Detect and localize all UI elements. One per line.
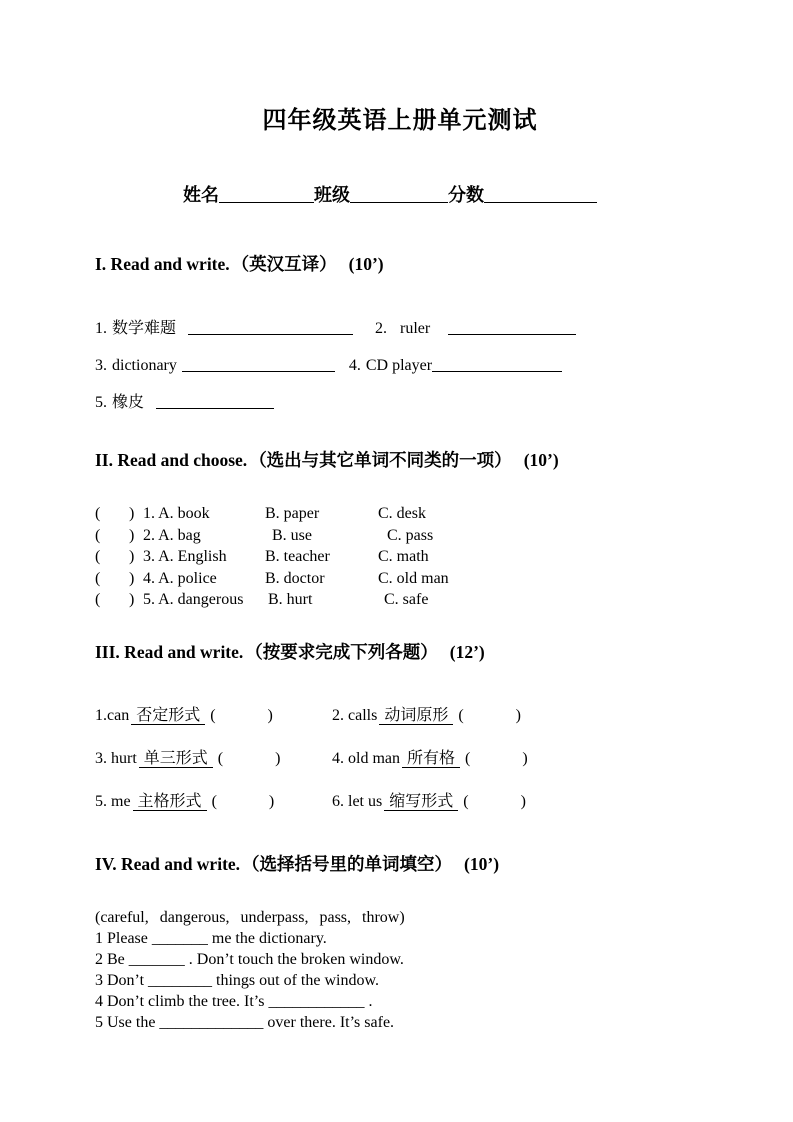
grammar-term: 动词原形	[379, 707, 453, 725]
section1-points: (10’)	[348, 254, 384, 274]
fill-in-line-2: 2 Be _______ . Don’t touch the broken window.	[95, 950, 404, 968]
section1-row-1	[95, 318, 705, 338]
section3-heading	[95, 639, 705, 664]
paren-open: (	[465, 749, 471, 767]
option-c: C. pass	[387, 526, 434, 544]
item-number: 5.	[95, 394, 107, 411]
section3-heading-en: III. Read and write.	[95, 641, 244, 662]
fill-in-line-5: 5 Use the _____________ over there. It’s safe.	[95, 1013, 395, 1031]
option-c: C. math	[378, 548, 429, 565]
item-number: 1.	[95, 320, 107, 337]
section1-heading-zh: （英汉互译）	[231, 254, 337, 274]
paren-close: )	[268, 792, 275, 810]
item-prefix: 5. me	[95, 792, 131, 810]
option-b: B. use	[272, 526, 312, 544]
transform-item-6	[332, 792, 705, 811]
choice-row-5	[95, 589, 705, 611]
section2-heading-en: II. Read and choose.	[95, 450, 248, 470]
section4-body	[95, 907, 705, 1033]
score-label: 分数	[448, 185, 484, 205]
transform-item-4	[332, 749, 705, 768]
paren-open: (	[95, 505, 101, 522]
item-prefix: 2. calls	[332, 706, 378, 724]
paren-close: )	[129, 591, 135, 608]
paren-close: )	[129, 526, 135, 544]
item-prefix: 3. hurt	[95, 749, 137, 767]
choice-row-1	[95, 503, 705, 525]
option-a: 4. A. police	[143, 569, 217, 587]
option-c: C. old man	[378, 569, 449, 587]
page-title: 四年级英语上册单元测试	[262, 107, 538, 134]
option-a: 1. A. book	[143, 505, 210, 522]
grammar-term: 否定形式	[131, 707, 205, 725]
choice-row-2	[95, 525, 705, 547]
option-a: 2. A. bag	[143, 526, 201, 544]
paren-close: )	[129, 548, 135, 565]
paren-open: (	[217, 749, 224, 767]
paren-close: )	[520, 792, 526, 810]
option-b: B. hurt	[268, 591, 313, 608]
fill-in-line-3: 3 Don’t ________ things out of the window.	[95, 971, 379, 989]
paren-close: )	[129, 569, 135, 587]
section4-points: (10’)	[464, 853, 500, 874]
section2-heading	[95, 447, 705, 472]
section4-heading-zh: （选择括号里的单词填空）	[242, 853, 453, 874]
score-blank[interactable]	[484, 184, 597, 203]
section3-items	[95, 706, 705, 811]
fill-in-line-4: 4 Don’t climb the tree. It’s ____________ .	[95, 992, 373, 1010]
section2-rows	[95, 503, 705, 611]
transform-item-5	[95, 792, 332, 811]
paren-open: (	[95, 569, 101, 587]
transform-item-3	[95, 749, 332, 768]
item-label: dictionary	[112, 357, 177, 374]
section3-points: (12’)	[449, 641, 485, 662]
item-label: 橡皮	[112, 394, 145, 411]
item-prefix: 4. old man	[332, 749, 400, 767]
transform-item-2	[332, 706, 705, 725]
item-prefix: 6. let us	[332, 792, 383, 810]
item-prefix: 1.can	[95, 706, 130, 724]
paren-close: )	[515, 706, 521, 724]
answer-blank[interactable]	[448, 318, 576, 335]
word-bank: (careful, dangerous, underpass, pass, throw)	[95, 908, 405, 926]
section2-points: (10’)	[523, 450, 559, 470]
section3-heading-zh: （按要求完成下列各题）	[245, 641, 438, 662]
fill-in-line-1: 1 Please _______ me the dictionary.	[95, 929, 327, 947]
grammar-term: 主格形式	[133, 793, 207, 811]
option-b: B. doctor	[265, 569, 325, 587]
transform-item-1	[95, 706, 332, 725]
paren-open: (	[95, 591, 101, 608]
section1-row-3	[95, 392, 705, 412]
name-blank[interactable]	[219, 184, 314, 203]
item-label: CD player	[365, 357, 433, 374]
option-c: C. desk	[378, 505, 426, 522]
paren-open: (	[210, 706, 216, 724]
option-c: C. safe	[384, 591, 429, 608]
paren-open: (	[463, 792, 469, 810]
option-a: 5. A. dangerous	[143, 591, 244, 608]
item-label: 数学难题	[112, 320, 177, 337]
paren-close: )	[267, 706, 273, 724]
paren-open: (	[95, 526, 101, 544]
section1-heading	[95, 251, 705, 276]
grammar-term: 缩写形式	[384, 793, 458, 811]
item-number: 4.	[348, 357, 361, 374]
answer-blank[interactable]	[156, 392, 274, 409]
section4-heading	[95, 851, 705, 876]
option-a: 3. A. English	[143, 548, 227, 565]
paren-open: (	[211, 792, 217, 810]
option-b: B. paper	[265, 505, 320, 522]
item-number: 3.	[95, 357, 107, 374]
paren-close: )	[129, 505, 135, 522]
choice-row-4	[95, 568, 705, 590]
answer-blank[interactable]	[188, 318, 353, 335]
item-number: 2.	[375, 320, 388, 337]
paren-open: (	[95, 548, 101, 565]
paren-close: )	[275, 749, 281, 767]
paren-open: (	[458, 706, 464, 724]
section2-heading-zh: （选出与其它单词不同类的一项）	[249, 450, 512, 470]
section1-row-2	[95, 355, 705, 375]
class-blank[interactable]	[350, 184, 448, 203]
answer-blank[interactable]	[182, 355, 335, 372]
name-label: 姓名	[183, 185, 219, 205]
paren-close: )	[522, 749, 528, 767]
grammar-term: 所有格	[402, 750, 460, 768]
item-label: ruler	[400, 320, 431, 337]
option-b: B. teacher	[265, 548, 330, 565]
answer-blank[interactable]	[432, 355, 562, 372]
section4-heading-en: IV. Read and write.	[95, 853, 241, 874]
choice-row-3	[95, 546, 705, 568]
class-label: 班级	[314, 185, 350, 205]
grammar-term: 单三形式	[139, 750, 213, 768]
section1-heading-en: I. Read and write.	[95, 254, 230, 274]
student-info-line	[183, 181, 705, 207]
